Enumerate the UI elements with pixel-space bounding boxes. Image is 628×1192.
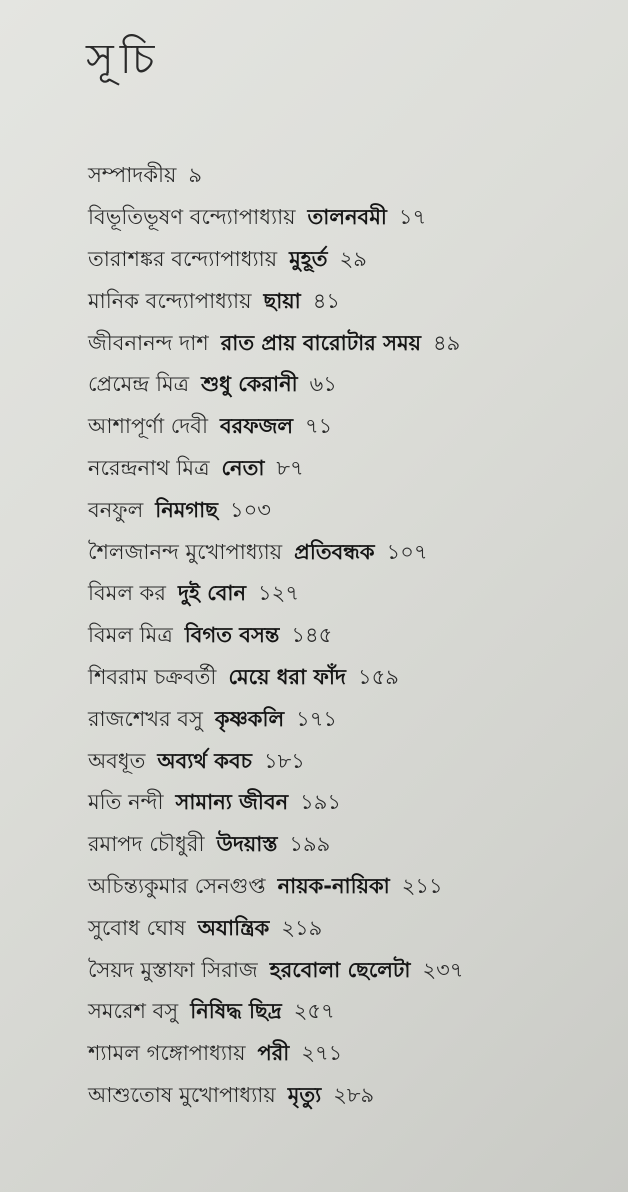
toc-story-title: মেয়ে ধরা ফাঁদ [228, 664, 346, 689]
toc-author: রমাপদ চৌধুরী [88, 832, 205, 857]
toc-story-title: তালনবমী [307, 205, 387, 230]
toc-author: মতি নন্দী [88, 790, 164, 815]
toc-page-number: ১৭ [398, 205, 427, 230]
toc-story-title: শুধু কেরানী [201, 372, 298, 397]
toc-story-title: হরবোলা ছেলেটা [269, 957, 411, 982]
toc-entry [88, 698, 608, 740]
toc-author: তারাশঙ্কর বন্দ্যোপাধ্যায় [88, 246, 278, 271]
toc-story-title: প্রতিবন্ধক [294, 539, 375, 564]
toc-page-number: ২৩৭ [422, 957, 464, 982]
toc-page-number: ২১৯ [281, 915, 323, 940]
toc-author: শিবরাম চক্রবর্তী [88, 664, 217, 689]
toc-entry [88, 448, 608, 490]
toc-page-number: ৬১ [309, 372, 337, 397]
toc-page-number: ১৮১ [264, 748, 305, 773]
toc-page-number: ১৫৯ [357, 664, 399, 689]
toc-page-number: ২১১ [401, 873, 443, 898]
toc-author: প্রেমেন্দ্র মিত্র [88, 372, 190, 397]
toc-story-title: অব্যর্থ কবচ [157, 748, 252, 773]
toc-entry [88, 322, 608, 364]
toc-entry [88, 406, 608, 448]
toc-entry [88, 740, 608, 782]
toc-story-title: মৃত্যু [287, 1082, 322, 1107]
table-of-contents [88, 155, 608, 1116]
toc-author: অচিন্ত্যকুমার সেনগুপ্ত [88, 873, 266, 898]
toc-author: মানিক বন্দ্যোপাধ্যায় [88, 288, 252, 313]
toc-author: অবধূত [88, 748, 146, 773]
toc-author: সমরেশ বসু [88, 999, 179, 1024]
toc-author: সম্পাদকীয় [88, 163, 177, 188]
toc-author: নরেন্দ্রনাথ মিত্র [88, 455, 210, 480]
toc-page-number: ১৯৯ [289, 832, 331, 857]
toc-entry [88, 907, 608, 949]
toc-page-number: ১৪৫ [291, 623, 333, 648]
toc-author: শৈলজানন্দ মুখোপাধ্যায় [88, 539, 283, 564]
toc-page-number: ১২৭ [258, 581, 299, 606]
toc-page-number: ৯ [188, 163, 203, 188]
toc-page-number: ১০৩ [230, 497, 271, 522]
toc-page-number: ২৫৭ [293, 999, 335, 1024]
toc-author: জীবনানন্দ দাশ [88, 330, 209, 355]
toc-entry [88, 155, 608, 197]
toc-story-title: বিগত বসন্ত [184, 623, 280, 648]
toc-page-number: ২৯ [339, 246, 367, 271]
toc-entry [88, 239, 608, 281]
toc-story-title: ছায়া [263, 288, 301, 313]
toc-story-title: সামান্য জীবন [175, 790, 289, 815]
toc-author: সুবোধ ঘোষ [88, 915, 186, 940]
toc-story-title: পরী [257, 1041, 290, 1066]
toc-story-title: বরফজল [219, 414, 294, 439]
toc-entry [88, 364, 608, 406]
toc-entry [88, 573, 608, 615]
toc-author: সৈয়দ মুস্তাফা সিরাজ [88, 957, 258, 982]
toc-author: আশাপূর্ণা দেবী [88, 414, 208, 439]
toc-page-number: ১৭১ [296, 706, 338, 731]
toc-author: রাজশেখর বসু [88, 706, 203, 731]
toc-entry [88, 991, 608, 1033]
toc-entry [88, 949, 608, 991]
toc-author: আশুতোষ মুখোপাধ্যায় [88, 1082, 276, 1107]
toc-entry [88, 197, 608, 239]
toc-story-title: কৃষ্ণকলি [214, 706, 285, 731]
toc-story-title: দুই বোন [177, 581, 247, 606]
toc-page-number: ৭১ [305, 414, 333, 439]
toc-entry [88, 866, 608, 908]
toc-story-title: নেতা [221, 455, 265, 480]
toc-entry [88, 280, 608, 322]
toc-entry [88, 489, 608, 531]
toc-author: বিভূতিভূষণ বন্দ্যোপাধ্যায় [88, 205, 296, 230]
toc-story-title: অযান্ত্রিক [197, 915, 270, 940]
toc-story-title: উদয়াস্ত [216, 832, 278, 857]
toc-page-number: ২৭১ [301, 1041, 343, 1066]
toc-entry [88, 531, 608, 573]
toc-story-title: নায়ক-নায়িকা [277, 873, 390, 898]
toc-page-number: ২৮৯ [333, 1082, 375, 1107]
toc-story-title: রাত প্রায় বারোটার সময় [220, 330, 422, 355]
toc-entry [88, 824, 608, 866]
toc-page-number: ৪৯ [433, 330, 461, 355]
page-title: সূচি [86, 34, 161, 83]
toc-story-title: নিষিদ্ধ ছিদ্র [190, 999, 282, 1024]
toc-page-number: ১৯১ [300, 790, 342, 815]
toc-author: শ্যামল গঙ্গোপাধ্যায় [88, 1041, 246, 1066]
toc-page-number: ১০৭ [386, 539, 428, 564]
toc-story-title: মুহূর্ত [289, 246, 328, 271]
toc-author: বিমল মিত্র [88, 623, 173, 648]
toc-entry [88, 1033, 608, 1075]
toc-entry [88, 782, 608, 824]
toc-author: বনফুল [88, 497, 144, 522]
toc-story-title: নিমগাছ [155, 497, 219, 522]
toc-page-number: ৪১ [312, 288, 341, 313]
toc-author: বিমল কর [88, 581, 166, 606]
toc-entry [88, 657, 608, 699]
toc-entry [88, 1075, 608, 1117]
toc-entry [88, 615, 608, 657]
toc-page-number: ৮৭ [276, 455, 304, 480]
